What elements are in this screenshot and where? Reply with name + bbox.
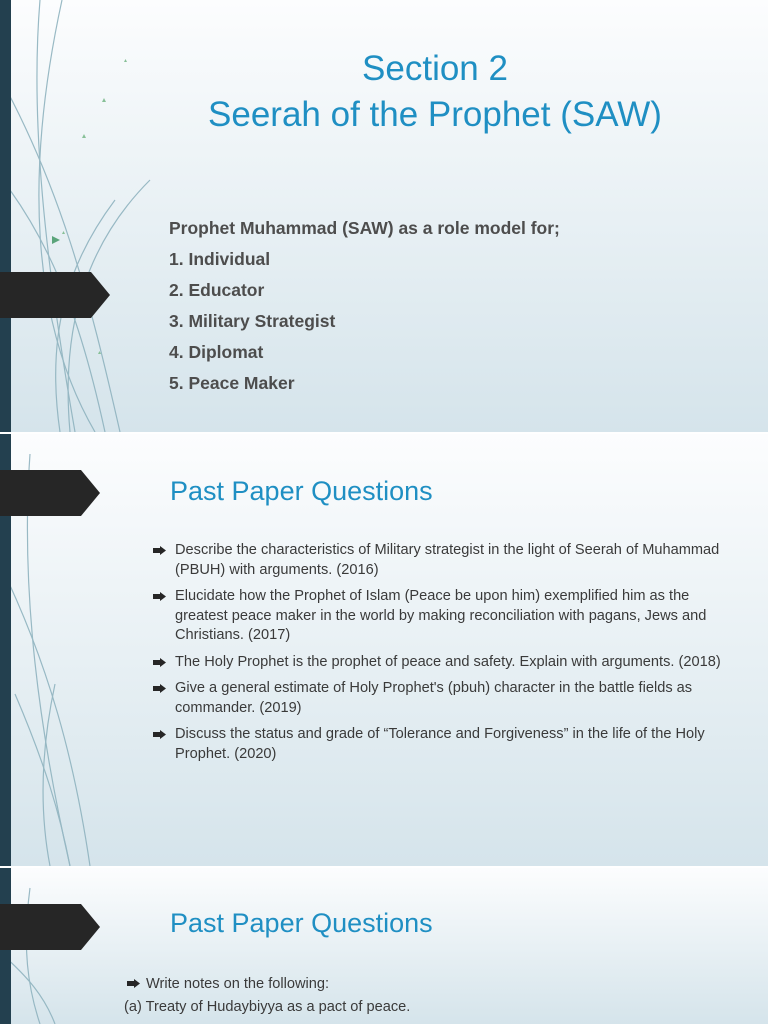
sidebar-bar	[0, 0, 11, 432]
list-item: 5. Peace Maker	[169, 373, 295, 393]
question-text: Elucidate how the Prophet of Islam (Peace be upon him) exemplified him as the greatest peace maker in the world by making reconciliation with pagans, Jews and Christians. (2017)	[175, 588, 707, 643]
question-text: Discuss the status and grade of “Tolerance and Forgiveness” in the life of the Holy Prophet. (2020)	[175, 726, 705, 762]
question-text: Give a general estimate of Holy Prophet's (pbuh) character in the battle fields as commander. (2019)	[175, 680, 693, 716]
arrow-bullet-icon	[127, 979, 140, 988]
arrow-bullet-icon	[153, 592, 166, 601]
list-item: 1. Individual	[169, 249, 271, 269]
slide-past-paper-1	[0, 434, 768, 866]
slide-past-paper-2	[0, 868, 768, 1024]
slide-arrow-tab	[0, 904, 110, 950]
question-text: Describe the characteristics of Military strategist in the light of Seerah of Muhammad (PBUH) with arguments. (2016)	[175, 542, 720, 578]
list-item: (a) Treaty of Hudaybiyya as a pact of peace.	[124, 999, 411, 1015]
arrow-bullet-icon	[153, 684, 166, 693]
list-item	[153, 679, 733, 718]
arrow-bullet-icon	[153, 658, 166, 667]
notes-list	[124, 974, 410, 1020]
slide-section-2	[0, 0, 768, 432]
list-item	[153, 541, 733, 580]
list-item	[153, 587, 733, 646]
notes-instruction: Write notes on the following:	[146, 976, 330, 992]
arrow-bullet-icon	[153, 546, 166, 555]
question-list	[153, 541, 733, 771]
intro-text: Prophet Muhammad (SAW) as a role model for;	[169, 218, 560, 238]
list-item: 2. Educator	[169, 280, 265, 300]
page-title	[100, 46, 768, 138]
slide-arrow-tab	[0, 272, 110, 318]
list-item: 4. Diplomat	[169, 342, 264, 362]
title-line-2: Seerah of the Prophet (SAW)	[208, 95, 662, 134]
slide-title: Past Paper Questions	[170, 908, 433, 938]
role-model-list	[169, 214, 560, 400]
list-item	[153, 653, 733, 673]
title-line-1: Section 2	[362, 49, 508, 88]
slide-title: Past Paper Questions	[170, 476, 433, 506]
slide-arrow-tab	[0, 470, 110, 516]
list-item	[124, 974, 410, 997]
arrow-bullet-icon	[153, 730, 166, 739]
question-text: The Holy Prophet is the prophet of peace and safety. Explain with arguments. (2018)	[175, 653, 721, 670]
list-item	[153, 725, 733, 764]
list-item: 3. Military Strategist	[169, 311, 336, 331]
